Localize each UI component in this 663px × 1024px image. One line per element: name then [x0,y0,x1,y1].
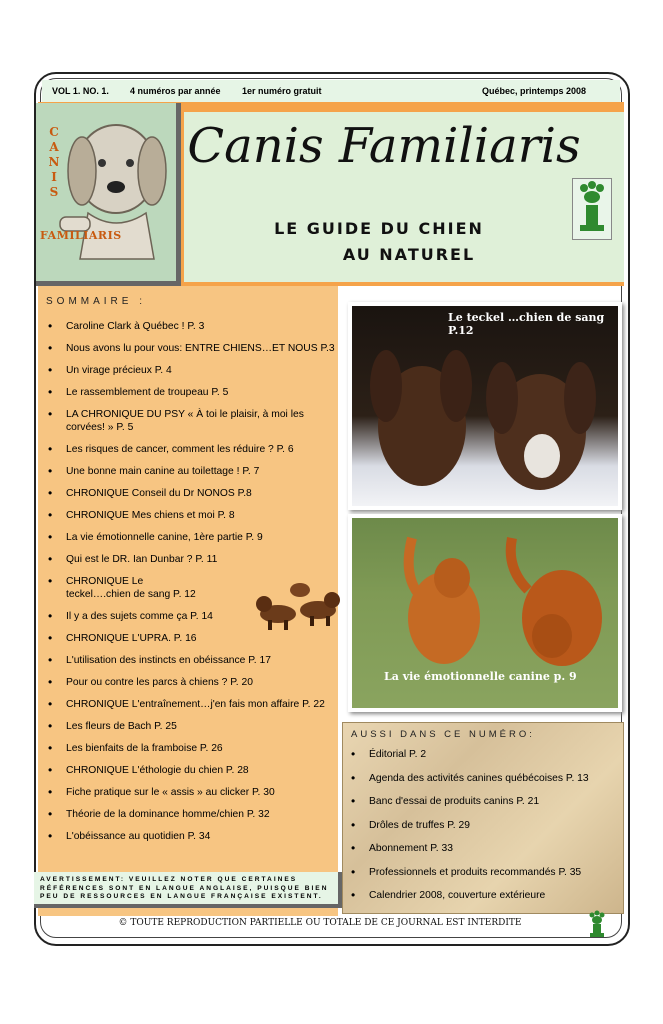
header-bar [42,80,620,102]
journal-subtitle [244,216,514,268]
logo [36,103,181,286]
photo-caption-bottom: La vie émotionnelle canine p. 9 [384,670,577,683]
aussi-item: • Drôles de truffes P. 29 [349,814,621,838]
toc-item: • Un virage précieux P. 4 [46,364,338,377]
also-in-this-issue [342,722,624,914]
journal-title: Canis Familiaris [187,118,581,174]
toc-item: • Nous avons lu pour vous: ENTRE CHIENS…ET NOUS P.3 [46,342,338,355]
aussi-heading: AUSSI DANS CE NUMÉRO: [351,729,535,740]
toc-item: • CHRONIQUE L'éthologie du chien P. 28 [46,764,338,777]
toc-item: • Les bienfaits de la framboise P. 26 [46,742,338,755]
paw-icon [573,179,611,239]
title-area [184,112,624,282]
logo-letters [44,125,64,200]
paw-logo-box [572,178,612,240]
logo-letter: N [48,155,60,169]
toc-item: • Les risques de cancer, comment les réduire ? P. 6 [46,443,338,456]
toc-item: • CHRONIQUE L'UPRA. P. 16 [46,632,338,645]
aussi-item: • Professionnels et produits recommandés P. 35 [349,861,621,885]
toc-item: • Caroline Clark à Québec ! P. 3 [46,320,338,333]
toc-item: • Il y a des sujets comme ça P. 14 [46,610,338,623]
toc-heading: SOMMAIRE : [46,296,147,307]
toc-item: • L'utilisation des instincts en obéissance P. 17 [46,654,338,667]
aussi-item: • Agenda des activités canines québécoises P. 13 [349,767,621,791]
toc-item: • Les fleurs de Bach P. 25 [46,720,338,733]
logo-letter: I [51,170,57,184]
toc-item: • Théorie de la dominance homme/chien P. 32 [46,808,338,821]
dachshunds-illustration-icon [254,576,344,638]
toc-item: • CHRONIQUE L'entraînement…j'en fais mon affaire P. 22 [46,698,338,711]
photo-golden-retrievers [348,514,622,712]
logo-letter: A [49,140,59,154]
toc-item: • CHRONIQUE Le teckel….chien de sang P. 12 [46,575,338,601]
toc-item: • LA CHRONIQUE DU PSY « À toi le plaisir, à moi les corvées! » P. 5 [46,408,338,434]
toc-item: • Fiche pratique sur le « assis » au clicker P. 30 [46,786,338,799]
toc-item: • CHRONIQUE Conseil du Dr NONOS P.8 [46,487,338,500]
logo-letter: C [49,125,59,139]
free-issue-label: 1er numéro gratuit [242,86,322,96]
aussi-item: • Abonnement P. 33 [349,837,621,861]
copyright-notice: © TOUTE REPRODUCTION PARTIELLE OU TOTALE DE CE JOURNAL EST INTERDITE [118,918,522,928]
small-paw-icon [586,910,608,938]
dog-illustration-icon [58,109,174,269]
aussi-list [349,743,621,908]
aussi-item: • Banc d'essai de produits canins P. 21 [349,790,621,814]
logo-letter: S [49,185,59,199]
toc-item: • Le rassemblement de troupeau P. 5 [46,386,338,399]
photo-dachshunds [348,302,622,510]
subtitle-line-2: AU NATUREL [342,245,476,264]
aussi-item: • Calendrier 2008, couverture extérieure [349,884,621,908]
warning-notice: AVERTISSEMENT: VEUILLEZ NOTER QUE CERTAINES RÉFÉRENCES SONT EN LANGUE ANGLAISE, PUISQUE BIEN PEU DE RESSOURCES EN LANGUE FRANÇAISE EXISTENT. [34,872,342,908]
toc-item: • L'obéissance au quotidien P. 34 [46,830,338,843]
photo-caption-top: Le teckel …chien de sang P.12 [448,311,605,337]
toc-item: • Une bonne main canine au toilettage ! P. 7 [46,465,338,478]
place-date-label: Québec, printemps 2008 [482,86,587,96]
table-of-contents [38,286,338,916]
toc-item: • Pour ou contre les parcs à chiens ? P. 20 [46,676,338,689]
subtitle-line-1: LE GUIDE DU CHIEN [274,219,484,238]
logo-word: FAMILIARIS [40,229,122,242]
toc-item: • CHRONIQUE Mes chiens et moi P. 8 [46,509,338,522]
toc-item: • Qui est le DR. Ian Dunbar ? P. 11 [46,553,338,566]
toc-item: • La vie émotionnelle canine, 1ère partie P. 9 [46,531,338,544]
issues-label: 4 numéros par année [130,86,221,96]
aussi-item: • Éditorial P. 2 [349,743,621,767]
volume-label: VOL 1. NO. 1. [52,86,109,96]
